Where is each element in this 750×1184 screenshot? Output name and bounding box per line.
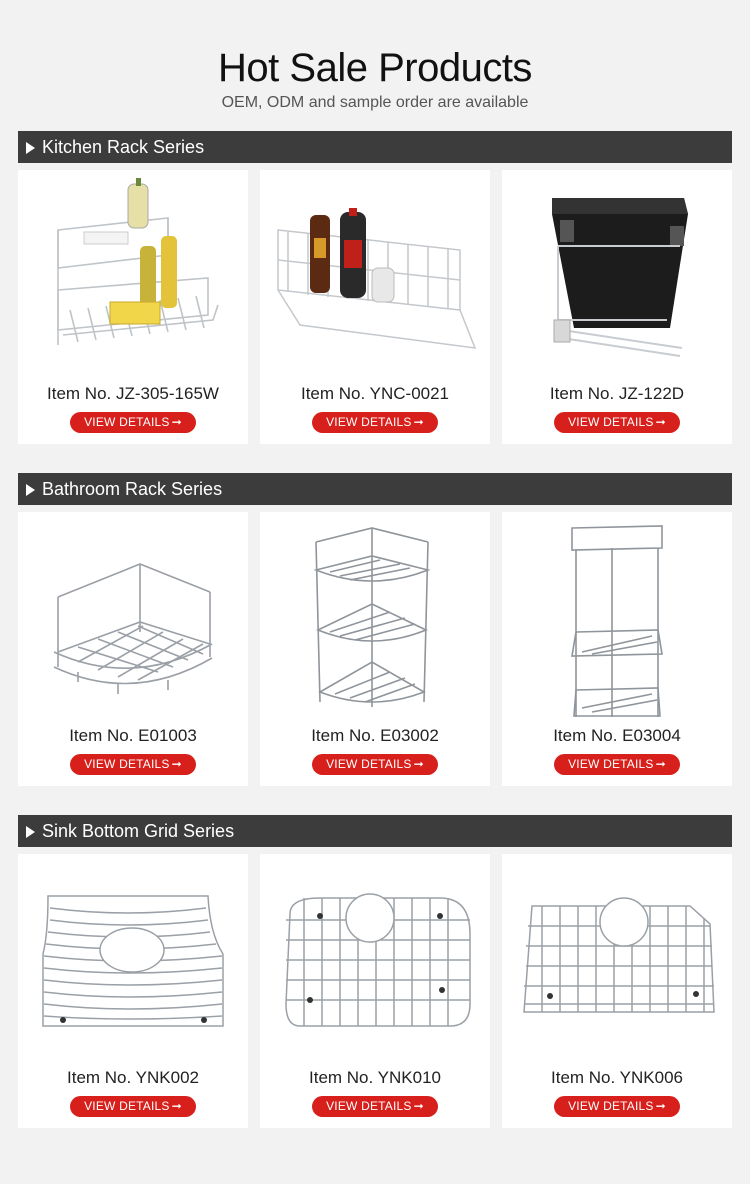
product-card[interactable] xyxy=(260,170,490,444)
triangle-right-icon xyxy=(26,484,35,496)
section-title: Bathroom Rack Series xyxy=(42,479,223,499)
tall-corner-shelf-icon[interactable] xyxy=(502,512,732,717)
section-title: Sink Bottom Grid Series xyxy=(42,821,235,841)
section-title: Kitchen Rack Series xyxy=(42,137,205,157)
product-card[interactable] xyxy=(18,512,248,786)
product-item-number: Item No. E03002 xyxy=(311,726,439,745)
product-card[interactable] xyxy=(260,854,490,1128)
two-tier-wire-basket-icon[interactable] xyxy=(18,170,248,375)
arrow-right-icon: ➞ xyxy=(413,757,424,771)
product-item-number: Item No. JZ-122D xyxy=(549,384,685,403)
product-item-number: Item No. YNC-0021 xyxy=(300,384,450,403)
page-subtitle: OEM, ODM and sample order are available xyxy=(221,94,529,111)
product-card[interactable] xyxy=(502,854,732,1128)
view-details-button[interactable]: VIEW DETAILS ➞ xyxy=(70,412,196,433)
view-details-button[interactable]: VIEW DETAILS ➞ xyxy=(312,754,438,775)
view-details-button[interactable]: VIEW DETAILS ➞ xyxy=(70,1096,196,1117)
section-header-bathroom xyxy=(18,473,732,505)
product-item-number: Item No. YNK010 xyxy=(309,1068,441,1087)
triangle-right-icon xyxy=(26,826,35,838)
triangle-right-icon xyxy=(26,142,35,154)
product-card[interactable] xyxy=(18,170,248,444)
page-header xyxy=(0,44,750,112)
view-details-button[interactable]: VIEW DETAILS ➞ xyxy=(70,754,196,775)
arrow-right-icon: ➞ xyxy=(171,1099,182,1113)
product-item-number: Item No. YNK006 xyxy=(551,1068,683,1087)
wire-basket-with-bottles-icon[interactable] xyxy=(260,170,490,375)
corner-shelf-icon[interactable] xyxy=(18,512,248,717)
section-header-kitchen xyxy=(18,131,732,163)
view-details-button[interactable]: VIEW DETAILS ➞ xyxy=(554,754,680,775)
product-item-number: Item No. E03004 xyxy=(553,726,681,745)
product-card[interactable] xyxy=(260,512,490,786)
arrow-right-icon: ➞ xyxy=(171,415,182,429)
view-details-button[interactable]: VIEW DETAILS ➞ xyxy=(554,1096,680,1117)
arrow-right-icon: ➞ xyxy=(413,1099,424,1113)
wavy-sink-grid-icon[interactable] xyxy=(18,854,248,1059)
three-tier-corner-shelf-icon[interactable] xyxy=(260,512,490,717)
arrow-right-icon: ➞ xyxy=(655,757,666,771)
rounded-sink-grid-icon[interactable] xyxy=(260,854,490,1059)
trash-bin-pullout-icon[interactable] xyxy=(502,170,732,375)
arrow-right-icon: ➞ xyxy=(655,415,666,429)
section-header-sink-grid xyxy=(18,815,732,847)
view-details-button[interactable]: VIEW DETAILS ➞ xyxy=(312,1096,438,1117)
arrow-right-icon: ➞ xyxy=(171,757,182,771)
view-details-button[interactable]: VIEW DETAILS ➞ xyxy=(554,412,680,433)
page-title: Hot Sale Products xyxy=(218,46,532,90)
product-item-number: Item No. YNK002 xyxy=(67,1068,199,1087)
product-item-number: Item No. E01003 xyxy=(69,726,197,745)
arrow-right-icon: ➞ xyxy=(413,415,424,429)
product-card[interactable] xyxy=(18,854,248,1128)
product-card[interactable] xyxy=(502,170,732,444)
square-sink-grid-icon[interactable] xyxy=(502,854,732,1059)
product-item-number: Item No. JZ-305-165W xyxy=(47,384,219,403)
view-details-button[interactable]: VIEW DETAILS ➞ xyxy=(312,412,438,433)
arrow-right-icon: ➞ xyxy=(655,1099,666,1113)
product-card[interactable] xyxy=(502,512,732,786)
